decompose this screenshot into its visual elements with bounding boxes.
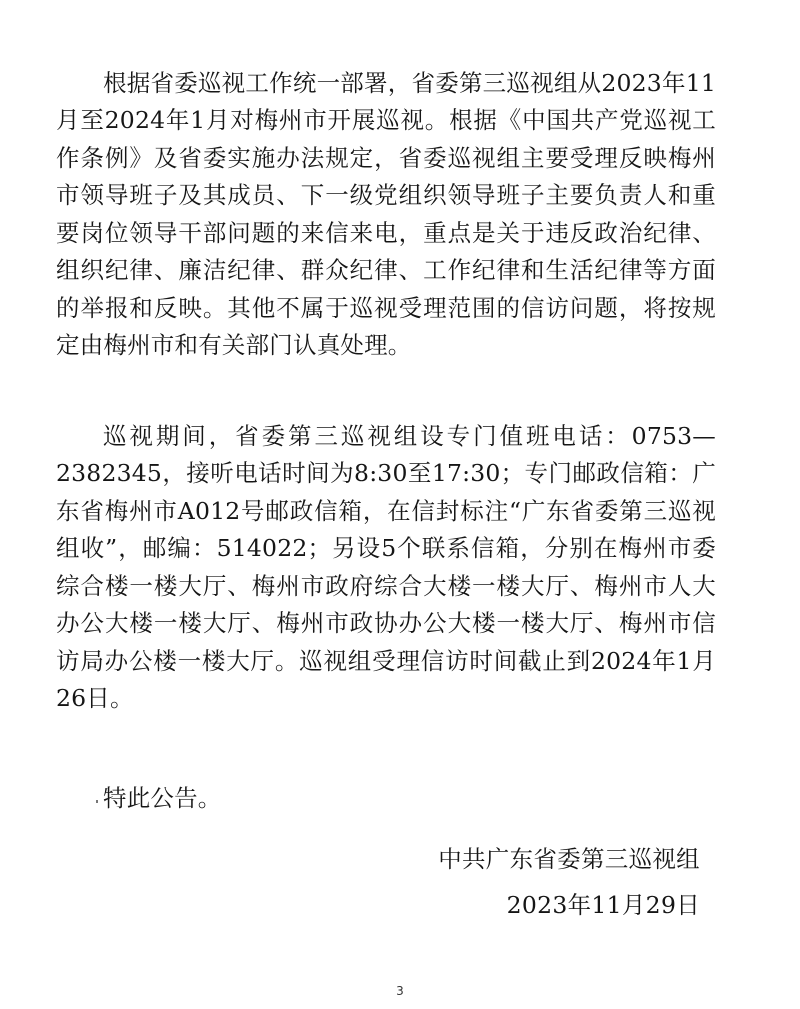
paragraph-inspection-scope: 根据省委巡视工作统一部署，省委第三巡视组从2023年11月至2024年1月对梅州市开展巡视。根据《中国共产党巡视工作条例》及省委实施办法规定，省委巡视组主要受理反映梅州市领导班子及其成员、下一级党组织领导班子主要负责人和重要岗位领导干部问题的来信来电，重点是关于违反政治纪律、组织纪律、廉洁纪律、群众纪律、工作纪律和生活纪律等方面的举报和反映。其他不属于巡视受理范围的信访问题，将按规定由梅州市和有关部门认真处理。 — [56, 68, 716, 359]
scan-speck — [96, 800, 98, 803]
signer-name: 中共广东省委第三巡视组 — [438, 845, 700, 873]
paragraph-closing: 特此公告。 — [103, 783, 222, 812]
paragraph-contact-info: 巡视期间，省委第三巡视组设专门值班电话：0753—2382345，接听电话时间为8:30至17:30；专门邮政信箱：广东省梅州市A012号邮政信箱，在信封标注“广东省委第三巡视组收”，邮编：514022；另设5个联系信箱，分别在梅州市委综合楼一楼大厅、梅州市政府综合大楼一楼大厅、梅州市人大办公大楼一楼大厅、梅州市政协办公大楼一楼大厅、梅州市信访局办公楼一楼大厅。巡视组受理信访时间截止到2024年1月26日。 — [56, 421, 716, 712]
page-number: 3 — [396, 984, 404, 998]
signature-date: 2023年11月29日 — [506, 891, 700, 919]
